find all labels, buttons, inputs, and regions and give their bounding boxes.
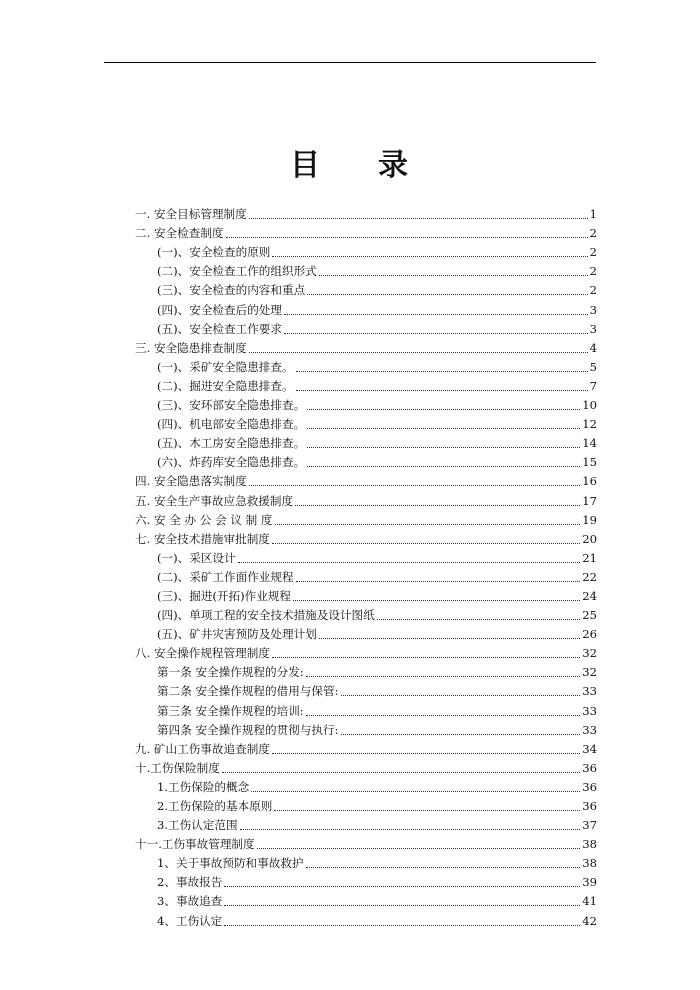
toc-entry[interactable] <box>135 489 597 508</box>
toc-entry-label: (三)、安环部安全隐患排查。 <box>157 398 306 413</box>
toc-page-number: 38 <box>582 856 597 871</box>
toc-dot-leader <box>272 753 580 754</box>
toc-entry-label: 2、事故报告 <box>157 875 223 890</box>
toc-entry[interactable] <box>135 528 597 547</box>
toc-dot-leader <box>296 390 588 391</box>
toc-page-number: 24 <box>582 588 597 603</box>
toc-dot-leader <box>295 505 580 506</box>
toc-entry[interactable] <box>135 680 597 699</box>
toc-dot-leader <box>274 810 580 811</box>
toc-entry-label: 第四条 安全操作规程的贯彻与执行: <box>157 722 339 737</box>
toc-page-number: 17 <box>582 493 597 508</box>
toc-page-number: 33 <box>582 684 597 699</box>
toc-page-number: 36 <box>582 799 597 813</box>
toc-page-number: 37 <box>582 818 597 833</box>
toc-entry[interactable] <box>135 260 597 279</box>
toc-page-number: 14 <box>582 436 597 451</box>
toc-entry[interactable] <box>135 833 597 852</box>
toc-entry[interactable] <box>135 375 597 394</box>
toc-entry[interactable] <box>135 776 597 795</box>
table-of-contents <box>135 203 597 929</box>
toc-entry[interactable] <box>135 566 597 585</box>
toc-entry[interactable] <box>135 757 597 776</box>
toc-page-number: 41 <box>582 894 597 909</box>
toc-entry[interactable] <box>135 241 597 260</box>
toc-page-number: 36 <box>582 779 597 794</box>
toc-dot-leader <box>240 829 581 830</box>
toc-dot-leader <box>222 772 580 773</box>
toc-entry-label: 三. 安全隐患排查制度 <box>135 340 247 355</box>
toc-entry-label: (六)、炸药库安全隐患排查。 <box>157 455 306 470</box>
toc-entry-label: 六. 安 全 办 公 会 议 制 度 <box>135 512 273 527</box>
toc-dot-leader <box>272 543 580 544</box>
toc-dot-leader <box>224 886 580 887</box>
toc-entry[interactable] <box>135 394 597 413</box>
toc-entry-label: (四)、单项工程的安全技术措施及设计图纸 <box>157 608 375 623</box>
toc-entry[interactable] <box>135 547 597 566</box>
title-char-2: 录 <box>378 148 410 183</box>
toc-entry[interactable] <box>135 909 597 928</box>
toc-entry-label: (一)、采区设计 <box>157 550 236 565</box>
toc-dot-leader <box>296 581 581 582</box>
toc-entry[interactable] <box>135 642 597 661</box>
toc-dot-leader <box>307 294 587 295</box>
toc-dot-leader <box>306 715 581 716</box>
toc-page-number: 16 <box>582 474 597 489</box>
toc-entry-label: 2.工伤保险的基本原则 <box>157 799 273 813</box>
toc-dot-leader <box>251 791 580 792</box>
toc-page-number: 38 <box>582 837 597 852</box>
toc-page-number: 7 <box>589 378 597 393</box>
toc-entry[interactable] <box>135 451 597 470</box>
toc-page-number: 32 <box>582 646 597 661</box>
toc-entry-label: 3、事故追查 <box>157 894 223 909</box>
toc-entry[interactable] <box>135 814 597 833</box>
toc-page-number: 5 <box>589 359 597 374</box>
toc-entry-label: 五. 安全生产事故应急救援制度 <box>135 493 294 508</box>
toc-entry-label: 十.工伤保险制度 <box>135 760 220 775</box>
toc-dot-leader <box>284 314 588 315</box>
toc-entry-label: (一)、采矿安全隐患排查。 <box>157 359 294 374</box>
toc-entry-label: 七. 安全技术措施审批制度 <box>135 531 270 546</box>
toc-dot-leader <box>306 867 581 868</box>
toc-dot-leader <box>306 676 581 677</box>
toc-entry-label: 二. 安全检查制度 <box>135 226 224 241</box>
toc-entry-label: (三)、安全检查的内容和重点 <box>157 283 306 298</box>
toc-entry[interactable] <box>135 337 597 356</box>
toc-page-number: 25 <box>582 608 597 623</box>
toc-page-number: 1 <box>589 207 597 222</box>
toc-dot-leader <box>377 619 580 620</box>
toc-dot-leader <box>341 695 581 696</box>
toc-dot-leader <box>275 524 581 525</box>
toc-entry[interactable] <box>135 795 597 814</box>
toc-entry[interactable] <box>135 871 597 890</box>
toc-dot-leader <box>272 657 580 658</box>
toc-dot-leader <box>296 371 588 372</box>
toc-entry[interactable] <box>135 738 597 757</box>
toc-entry-label: 一. 安全目标管理制度 <box>135 207 247 222</box>
toc-page-number: 2 <box>589 226 597 241</box>
toc-dot-leader <box>249 352 588 353</box>
page-title <box>0 140 700 184</box>
toc-entry-label: (二)、掘进安全隐患排查。 <box>157 378 294 393</box>
toc-page-number: 26 <box>582 627 597 642</box>
toc-entry[interactable] <box>135 298 597 317</box>
toc-dot-leader <box>249 218 588 219</box>
toc-dot-leader <box>293 600 580 601</box>
toc-entry-label: 九. 矿山工伤事故追查制度 <box>135 741 270 756</box>
toc-dot-leader <box>319 275 588 276</box>
toc-entry-label: 第一条 安全操作规程的分发: <box>157 665 304 680</box>
toc-entry[interactable] <box>135 604 597 623</box>
toc-entry[interactable] <box>135 279 597 298</box>
toc-dot-leader <box>272 256 587 257</box>
toc-entry[interactable] <box>135 585 597 604</box>
toc-page-number: 33 <box>582 703 597 718</box>
toc-entry-label: (一)、安全检查的原则 <box>157 245 271 260</box>
toc-dot-leader <box>341 734 581 735</box>
toc-entry[interactable] <box>135 661 597 680</box>
toc-dot-leader <box>226 237 588 238</box>
toc-entry-label: 四. 安全隐患落实制度 <box>135 474 247 489</box>
toc-page-number: 12 <box>582 417 597 432</box>
toc-page-number: 42 <box>582 913 597 928</box>
toc-entry[interactable] <box>135 719 597 738</box>
toc-page-number: 2 <box>589 264 597 279</box>
toc-entry[interactable] <box>135 318 597 337</box>
toc-page-number: 2 <box>589 283 597 298</box>
toc-dot-leader <box>249 485 581 486</box>
toc-entry-label: 十一.工伤事故管理制度 <box>135 837 255 852</box>
toc-dot-leader <box>319 638 580 639</box>
toc-entry-label: 3.工伤认定范围 <box>157 818 238 833</box>
toc-entry-label: 第二条 安全操作规程的借用与保管: <box>157 684 339 699</box>
toc-entry[interactable] <box>135 222 597 241</box>
toc-entry-label: 4、工伤认定 <box>157 913 223 928</box>
toc-dot-leader <box>224 925 580 926</box>
toc-entry-label: 八. 安全操作规程管理制度 <box>135 646 270 661</box>
toc-entry-label: (四)、安全检查后的处理 <box>157 302 282 317</box>
toc-dot-leader <box>257 848 581 849</box>
toc-page-number: 32 <box>582 665 597 680</box>
toc-dot-leader <box>307 409 580 410</box>
toc-entry-label: (五)、矿井灾害预防及处理计划 <box>157 627 317 642</box>
toc-dot-leader <box>307 447 580 448</box>
toc-entry[interactable] <box>135 623 597 642</box>
toc-entry[interactable] <box>135 699 597 718</box>
toc-page-number: 3 <box>589 302 597 317</box>
toc-page-number: 22 <box>582 569 597 584</box>
toc-dot-leader <box>224 905 580 906</box>
toc-page-number: 20 <box>582 531 597 546</box>
toc-entry-label: (四)、机电部安全隐患排查。 <box>157 417 306 432</box>
toc-entry[interactable] <box>135 890 597 909</box>
toc-entry[interactable] <box>135 203 597 222</box>
toc-page-number: 3 <box>589 321 597 336</box>
toc-page-number: 2 <box>589 245 597 260</box>
toc-entry[interactable] <box>135 852 597 871</box>
toc-entry-label: (二)、采矿工作面作业规程 <box>157 569 294 584</box>
toc-page-number: 36 <box>582 760 597 775</box>
toc-page-number: 15 <box>582 455 597 470</box>
toc-page-number: 10 <box>582 398 597 413</box>
toc-entry[interactable] <box>135 356 597 375</box>
toc-entry[interactable] <box>135 413 597 432</box>
toc-page-number: 34 <box>582 741 597 756</box>
toc-page-number: 19 <box>582 512 597 527</box>
toc-entry[interactable] <box>135 470 597 489</box>
header-rule <box>104 62 596 63</box>
toc-dot-leader <box>284 333 588 334</box>
toc-page-number: 21 <box>582 550 597 565</box>
toc-entry-label: (三)、掘进(开拓)作业规程 <box>157 588 292 603</box>
toc-entry-label: 1、关于事故预防和事故救护 <box>157 856 304 871</box>
toc-page-number: 39 <box>582 875 597 890</box>
toc-dot-leader <box>307 466 580 467</box>
toc-entry-label: 第三条 安全操作规程的培训: <box>157 703 304 718</box>
toc-dot-leader <box>307 428 580 429</box>
toc-page-number: 4 <box>589 340 597 355</box>
toc-entry-label: 1.工伤保险的概念 <box>157 779 250 794</box>
toc-entry-label: (五)、木工房安全隐患排查。 <box>157 436 306 451</box>
toc-entry-label: (二)、安全检查工作的组织形式 <box>157 264 317 279</box>
toc-dot-leader <box>238 562 581 563</box>
title-char-1: 目 <box>290 148 322 183</box>
toc-entry[interactable] <box>135 432 597 451</box>
toc-entry-label: (五)、安全检查工作要求 <box>157 321 282 336</box>
toc-page-number: 33 <box>582 722 597 737</box>
toc-entry[interactable] <box>135 509 597 528</box>
